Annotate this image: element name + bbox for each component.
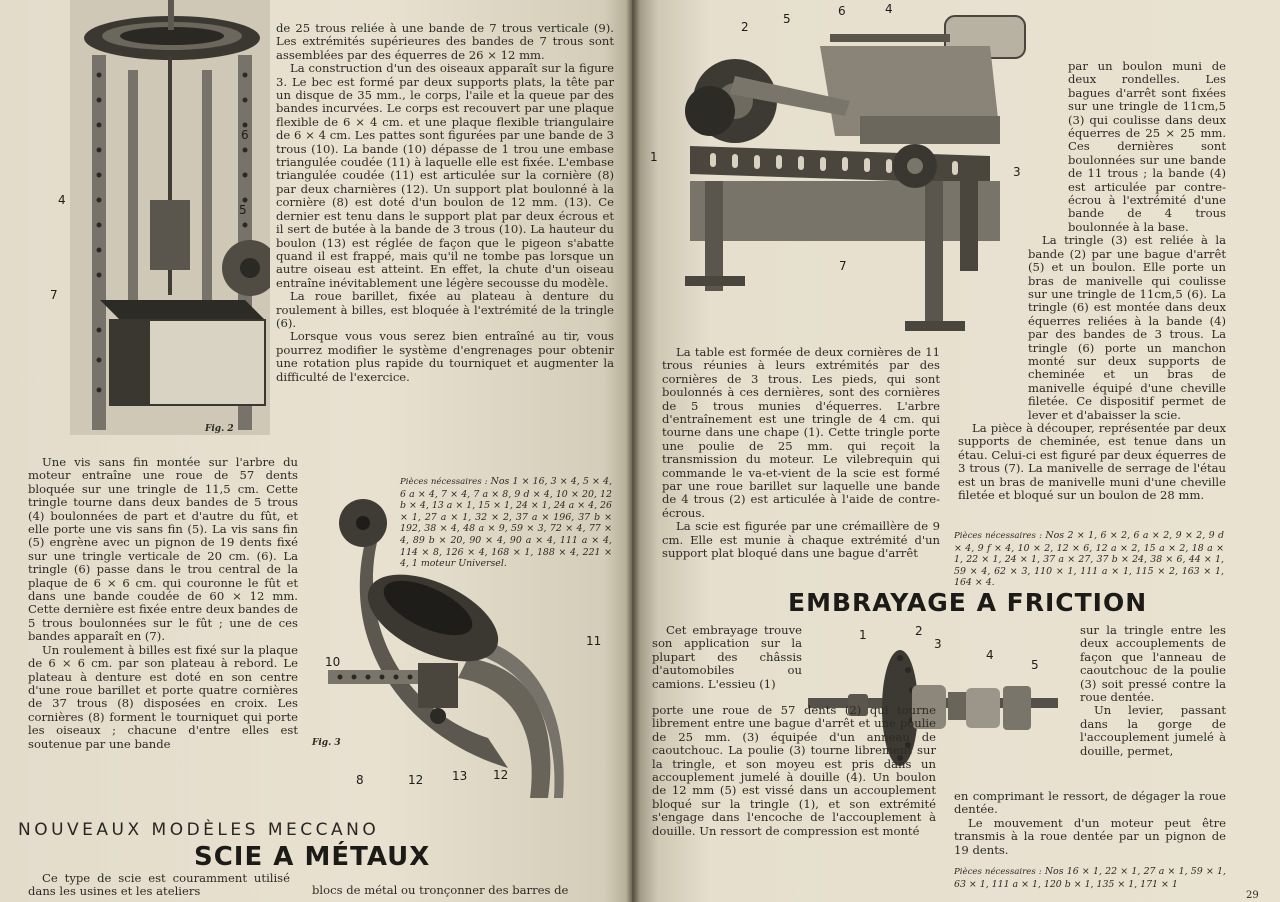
saw-description-text (662, 346, 940, 561)
paragraph: Lorsque vous vous serez bien entraîné au tir, vous pourrez modifier le système d'engrenages pour obtenir une rotation plus rapide du tourniquet et augmenter la difficulté de l'exercice. (276, 329, 614, 384)
clutch-callout-5: 5 (1031, 658, 1039, 672)
saw-callout-4: 4 (885, 2, 893, 16)
parts-label: Pièces nécessaires : (954, 867, 1042, 877)
figure-3-caption: Fig. 3 (312, 738, 341, 748)
left-column-top-text (276, 22, 614, 384)
figure-2-caption: Fig. 2 (205, 424, 234, 434)
left-page (0, 0, 636, 902)
parts-label: Pièces nécessaires : (954, 531, 1042, 541)
fig3-callout-13: 13 (452, 769, 468, 783)
fig3-callout-12b: 12 (493, 768, 509, 782)
parts-values: Nos 1 × 16, 3 × 4, 5 × 4, 6 a × 4, 7 × 4, 7 a × 8, 9 d × 4, 10 × 20, 12 b × 4, 13 a × 1, 15 × 1, 24 × 1, 24 a × 4, 26 × 1, 27 a × 1, 32 × 2, 37 a × 196, 37 b × 192, 38 × 4, 48 a × 9, 59 × 3, 72 × 4, 77 × 4, 89 b × 20, 90 × 4, 90 a × 4, 111 a × 4, 114 × 8, 126 × 4, 168 × 1, 188 × 4, 221 × 4, 1 moteur Universel. (400, 476, 612, 570)
paragraph: La roue barillet, fixée au plateau à denture du roulement à billes, est bloquée à l'extrémité de la tringle (6). (276, 289, 614, 330)
bottom-left-text (28, 872, 290, 899)
parts-values: Nos 16 × 1, 22 × 1, 27 a × 1, 59 × 1, 63 × 1, 111 a × 1, 120 b × 1, 135 × 1, 171 × 1 (954, 866, 1226, 890)
paragraph: Un roulement à billes est fixé sur la plaque de 6 × 6 cm. par son plateau à rebord. Le plateau à denture est doté en son centre d'une roue barillet et porte quatre cornières de 37 trous (8) disposées en croix. Les cornières (8) forment le tourniquet qui porte les oiseaux ; chacune d'entre elles est soutenue par une bande (28, 642, 298, 751)
fig2-callout-5: 5 (239, 203, 247, 217)
fig3-callout-11: 11 (586, 634, 602, 648)
paragraph: par un boulon muni de deux rondelles. Les bagues d'arrêt sont fixées sur une tringle de 11cm,5 (3) qui coulisse dans deux équerres de 25 × 25 mm. Ces dernières sont boulonnées sur une bande de 11 trous ; la bande (4) est articulée par contre-écrou à l'extrémité d'une bande de 4 trous boulonnée à la base. (1068, 59, 1226, 234)
saw-callout-5: 5 (783, 12, 791, 26)
bottom-right-text (312, 884, 602, 897)
paragraph: La tringle (3) est reliée à la bande (2) par une bague d'arrêt (5) et un boulon. Elle porte un bras de manivelle qui coulisse sur une tringle de 11cm,5 (6). La tringle (6) est montée dans deux équerres reliées à la bande (4) par des bandes de 3 trous. La tringle (6) porte un manchon monté sur deux supports de cheminée et un bras de manivelle équipé d'une cheville filetée. Ce dispositif permet de lever et d'abaisser la scie. (1028, 233, 1226, 422)
paragraph: sur la tringle entre les deux accouplements de façon que l'anneau de caoutchouc de la poulie (3) soit pressé contre la roue dentée. (1080, 623, 1226, 705)
figure-2-shooting-tower (70, 0, 270, 435)
fig3-callout-8: 8 (356, 773, 364, 787)
saw-callout-7: 7 (839, 259, 847, 273)
paragraph: de 25 trous reliée à une bande de 7 trous verticale (9). Les extrémités supérieures des bandes de 7 trous sont assemblées par des équerres de 26 × 12 mm. (276, 21, 614, 62)
clutch-callout-3: 3 (934, 637, 942, 651)
saw-callout-1: 1 (650, 150, 658, 164)
parts-values: Nos 2 × 1, 6 × 2, 6 a × 2, 9 × 2, 9 d × 4, 9 f × 4, 10 × 2, 12 × 6, 12 a × 2, 15 a × 2, 18 a × 1, 22 × 1, 24 × 1, 37 a × 27, 37 b × 24, 38 × 6, 44 × 1, 59 × 4, 62 × 3, 110 × 1, 111 a × 1, 115 × 2, 163 × 1, 164 × 4. (954, 530, 1224, 589)
page-number: 29 (1246, 890, 1259, 901)
book-gutter (626, 0, 640, 902)
paragraph: La pièce à découper, représentée par deux supports de cheminée, est tenue dans un étau. Celui-ci est figuré par deux équerres de 3 trous (7). La manivelle de serrage de l'étau est un bras de manivelle muni d'une cheville filetée et bloqué sur un boulon de 28 mm. (958, 420, 1226, 502)
section-title: SCIE A MÉTAUX (194, 842, 431, 872)
fig2-callout-4: 4 (58, 193, 66, 207)
saw-callout-6: 6 (838, 4, 846, 18)
left-column-bottom-text (28, 456, 298, 751)
clutch-callout-1: 1 (859, 628, 867, 642)
clutch-callout-2: 2 (915, 624, 923, 638)
saw-callout-3: 3 (1013, 165, 1021, 179)
clutch-intro-text (652, 624, 802, 691)
paragraph: Un levier, passant dans la gorge de l'accouplement jumelé à douille, permet, (1080, 703, 1226, 758)
parts-label: Pièces nécessaires : (400, 477, 488, 487)
paragraph: Cet embrayage trouve son application sur la plupart des châssis d'automobiles ou camions. L'essieu (1) (652, 623, 802, 691)
fig2-callout-6: 6 (241, 128, 249, 142)
parts-list-clutch (954, 866, 1226, 890)
fig3-callout-12a: 12 (408, 773, 424, 787)
clutch-right-top-text (1080, 624, 1226, 758)
paragraph: La table est formée de deux cornières de 11 trous réunies à leurs extrémités par des cornières de 3 trous. Les pieds, qui sont boulonnés à ces dernières, sont des cornières de 5 trous munies d'équerres. L'arbre d'entraînement est une tringle de 4 cm. qui tourne dans une chape (1). Cette tringle porte une poulie de 25 mm. qui reçoit la transmission du moteur. Le vilebrequin qui commande le va-et-vient de la scie est formé par une roue barillet sur laquelle une bande de 4 trous (2) est articulée à l'aide de contre-écrous. (662, 345, 940, 520)
paragraph: en comprimant le ressort, de dégager la roue dentée. (954, 789, 1226, 817)
clutch-title: EMBRAYAGE A FRICTION (788, 588, 1148, 617)
paragraph: blocs de métal ou tronçonner des barres de (312, 883, 569, 897)
paragraph: La construction d'un des oiseaux apparaît sur la figure 3. Le bec est formé par deux supports plats, la tête par un disque de 35 mm., le corps, l'aile et la queue par des bandes incurvées. Le corps est recouvert par une plaque flexible de 6 × 4 cm. et une plaque flexible triangulaire de 6 × 4 cm. Les pattes sont figurées par une bande de 3 trous (10). La bande (10) dépasse de 1 trou une embase triangulée coudée (11) à laquelle elle est fixée. L'embase triangulée coudée (11) est articulée sur la cornière (8) par deux charnières (12). Un support plat boulonné à la cornière (8) est doté d'un boulon de 12 mm. (13). Ce dernier est tenu dans le support plat par deux écrous et il sert de butée à la bande de 3 trous (10). La hauteur du boulon (13) est réglée de façon que le pigeon s'abatte quand il est frappé, mais qu'il ne tombe pas lorsque un autre oiseau est atteint. En effet, la chute d'un oiseau entraîne inévitablement une légère secousse du modèle. (276, 61, 614, 290)
fig2-callout-7: 7 (50, 288, 58, 302)
clutch-right-bottom-text (954, 790, 1226, 857)
section-kicker: NOUVEAUX MODÈLES MECCANO (18, 820, 380, 840)
fig3-callout-10: 10 (325, 655, 341, 669)
right-column-text (958, 60, 1226, 502)
paragraph: porte une roue de 57 dents (2) qui tourne librement entre une bague d'arrêt et une poulie de 25 mm. (3) équipée d'un anneau de caoutchouc. La poulie (3) tourne librement sur la tringle, et son moyeu est pris dans un accouplement jumelé à douille (4). Un boulon de 12 mm (5) est vissé dans un accouplement bloqué sur la tringle (1), et son extrémité s'engage dans l'encoche de l'accouplement à douille. Un ressort de compression est monté (652, 703, 936, 838)
right-page (632, 0, 1280, 902)
figure-3-pigeon-model (318, 498, 568, 798)
saw-callout-2: 2 (741, 20, 749, 34)
clutch-callout-4: 4 (986, 648, 994, 662)
parts-list-saw (954, 530, 1224, 589)
paragraph: Ce type de scie est couramment utilisé dans les usines et les ateliers (28, 871, 290, 899)
paragraph: La scie est figurée par une crémaillère de 9 cm. Elle est munie à chaque extrémité d'un support plat bloqué dans une bague d'arrêt (662, 519, 940, 561)
paragraph: Le mouvement d'un moteur peut être transmis à la roue dentée par un pignon de 19 dents. (954, 815, 1226, 857)
clutch-body-text (652, 704, 936, 838)
paragraph: Une vis sans fin montée sur l'arbre du moteur entraîne une roue de 57 dents bloquée sur une tringle de 11,5 cm. Cette tringle tourne dans deux bandes de 5 trous (4) boulonnées de part et d'autre du fût, et elle porte une vis sans fin (5). La vis sans fin (5) engrène avec un pignon de 19 dents fixé sur une tringle verticale de 20 cm. (6). La tringle (6) passe dans le trou central de la plaque de 6 × 6 cm. qui couronne le fût et dans une bande coudée de 60 × 12 mm. Cette dernière est fixée entre deux bandes de 5 trous boulonnées sur le fût ; une de ces bandes apparaît en (7). (28, 455, 298, 644)
